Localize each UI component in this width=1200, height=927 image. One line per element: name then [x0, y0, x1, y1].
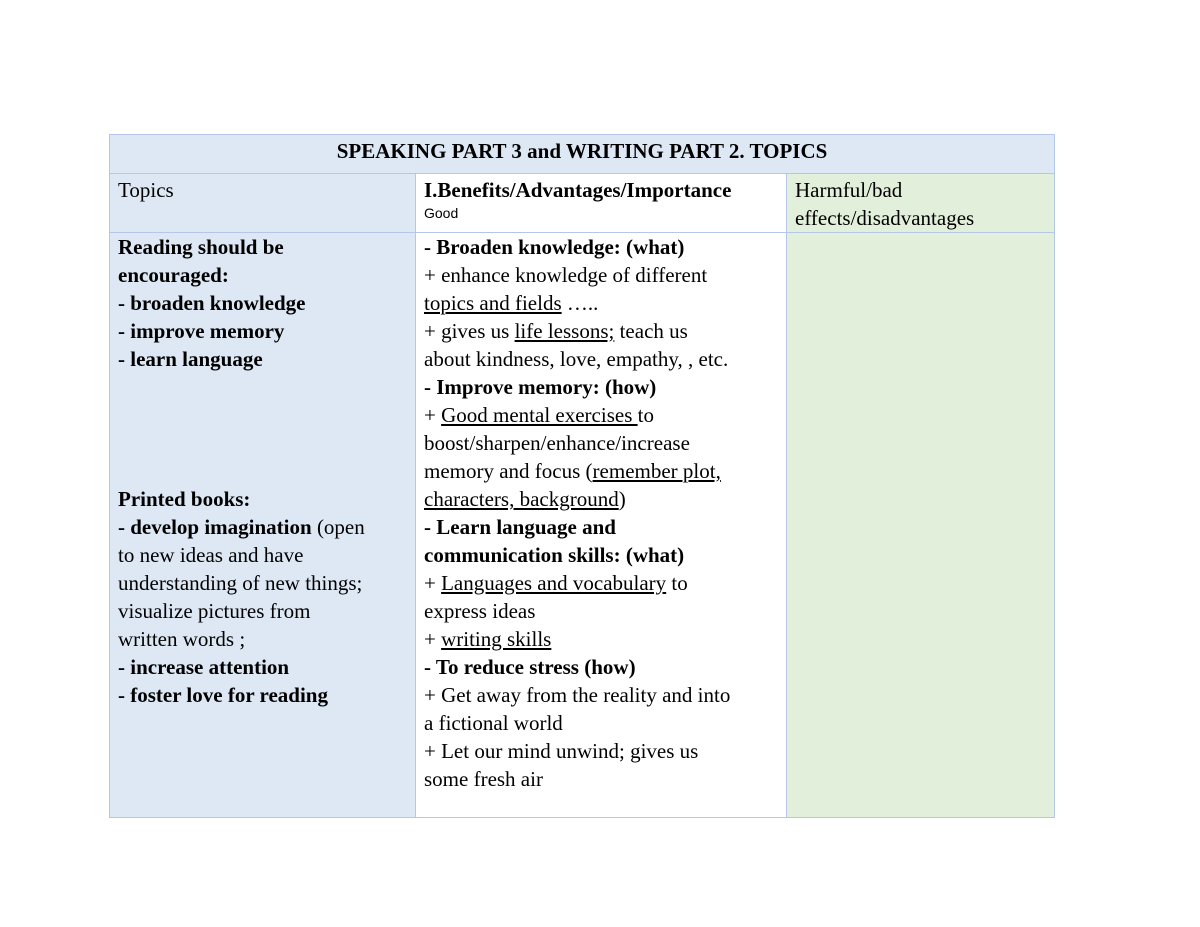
benefit-line: [424, 485, 778, 513]
benefit-heading-language-2: communication skills: (what): [424, 543, 685, 567]
benefit-line: + Get away from the reality and into: [424, 683, 731, 707]
reading-item: - improve memory: [118, 319, 285, 343]
benefit-heading-knowledge: - Broaden knowledge: (what): [424, 235, 685, 259]
underlined-phrase: topics and fields: [424, 291, 562, 315]
topics-cell: [110, 233, 416, 818]
benefit-line: + enhance knowledge of different: [424, 263, 708, 287]
develop-line: understanding of new things;: [118, 571, 363, 595]
develop-imagination-line: [118, 513, 407, 541]
header-benefits-label: I.Benefits/Advantages/Importance: [424, 178, 732, 202]
header-topics: Topics: [110, 174, 416, 233]
reading-item: - learn language: [118, 347, 263, 371]
underlined-phrase: Languages and vocabulary: [441, 571, 667, 595]
benefit-line: [424, 317, 778, 345]
benefit-text: +: [424, 571, 442, 595]
benefits-cell: [416, 233, 787, 818]
printed-item: - increase attention: [118, 655, 290, 679]
topics-table: [109, 134, 1055, 818]
benefit-text: +: [424, 403, 442, 427]
benefit-line: boost/sharpen/enhance/increase: [424, 431, 690, 455]
reading-heading-1: Reading should be: [118, 235, 284, 259]
benefit-line: express ideas: [424, 599, 536, 623]
benefit-line: [424, 625, 778, 653]
benefit-line: some fresh air: [424, 767, 543, 791]
develop-line: to new ideas and have: [118, 543, 304, 567]
benefit-text: …..: [561, 291, 599, 315]
printed-item: - foster love for reading: [118, 683, 328, 707]
benefit-text: to: [637, 403, 654, 427]
develop-imagination-rest: (open: [311, 515, 365, 539]
harmful-cell: [787, 233, 1055, 818]
underlined-phrase: writing skills: [441, 627, 552, 651]
benefit-line: [424, 457, 778, 485]
benefit-text: to: [666, 571, 688, 595]
develop-line: written words ;: [118, 627, 246, 651]
develop-imagination-bold: - develop imagination: [118, 515, 312, 539]
benefit-line: a fictional world: [424, 711, 563, 735]
benefit-line: about kindness, love, empathy, , etc.: [424, 347, 729, 371]
header-good-label: Good: [424, 205, 459, 221]
benefit-text: ): [618, 487, 626, 511]
header-benefits: [416, 174, 787, 233]
header-harmful: [787, 174, 1055, 233]
benefit-line: + Let our mind unwind; gives us: [424, 739, 699, 763]
benefit-text: teach us: [614, 319, 688, 343]
benefit-text: memory and focus (: [424, 459, 593, 483]
benefit-heading-language: - Learn language and: [424, 515, 616, 539]
underlined-phrase: life lessons;: [514, 319, 615, 343]
table-title: SPEAKING PART 3 and WRITING PART 2. TOPICS: [110, 135, 1055, 174]
benefit-line: [424, 401, 778, 429]
benefit-line: [424, 569, 778, 597]
benefit-heading-memory: - Improve memory: (how): [424, 375, 657, 399]
underlined-phrase: Good mental exercises: [441, 403, 638, 427]
develop-line: visualize pictures from: [118, 599, 311, 623]
header-harmful-line-1: Harmful/bad: [795, 178, 903, 202]
benefit-line: [424, 289, 778, 317]
header-harmful-line-2: effects/disadvantages: [795, 206, 975, 230]
underlined-phrase: remember plot,: [592, 459, 721, 483]
underlined-phrase: characters, background: [424, 487, 619, 511]
benefit-heading-stress: - To reduce stress (how): [424, 655, 636, 679]
printed-books-heading: Printed books:: [118, 487, 251, 511]
benefit-text: +: [424, 627, 442, 651]
reading-item: - broaden knowledge: [118, 291, 306, 315]
spacer: [118, 373, 407, 485]
benefit-text: + gives us: [424, 319, 515, 343]
reading-heading-2: encouraged:: [118, 263, 229, 287]
